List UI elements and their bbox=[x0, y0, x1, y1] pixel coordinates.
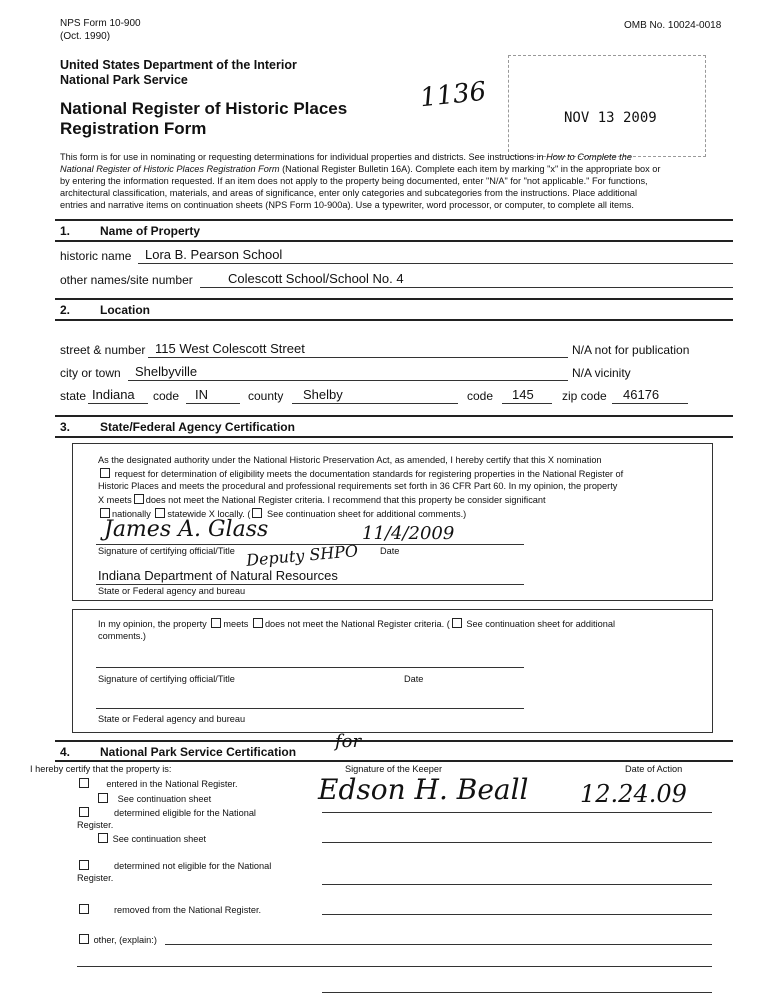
street-label: street & number bbox=[60, 343, 146, 357]
service: National Park Service bbox=[60, 73, 188, 87]
county-label: county bbox=[248, 389, 284, 403]
opinion-not-meet-checkbox[interactable] bbox=[253, 618, 263, 628]
not-meet-checkbox[interactable] bbox=[134, 494, 144, 504]
see-continuation-checkbox-1[interactable] bbox=[98, 793, 108, 803]
option-entered: entered in the National Register. bbox=[77, 778, 238, 789]
historic-name-label: historic name bbox=[60, 249, 132, 263]
certify-text: I hereby certify that the property is: bbox=[30, 764, 172, 774]
option-removed: removed from the National Register. bbox=[77, 904, 261, 915]
historic-name-value[interactable]: Lora B. Pearson School bbox=[145, 247, 283, 262]
zip-label: zip code bbox=[562, 389, 607, 403]
cert-text-3: Historic Places and meets the procedural and professional requirements set forth in 36 CFR Part 60. In my opinion, the property bbox=[98, 481, 618, 491]
other-names-label: other names/site number bbox=[60, 273, 193, 287]
not-eligible-checkbox[interactable] bbox=[79, 860, 89, 870]
option-eligible-register: Register. bbox=[77, 820, 114, 830]
option-not-eligible: determined not eligible for the National bbox=[77, 860, 271, 871]
continuation-checkbox-2[interactable] bbox=[452, 618, 462, 628]
signature-label: Signature of certifying official/Title bbox=[98, 546, 235, 556]
section-2-title: Location bbox=[100, 303, 150, 317]
other-names-value[interactable]: Colescott School/School No. 4 bbox=[228, 271, 404, 286]
option-not-eligible-register: Register. bbox=[77, 873, 114, 883]
request-checkbox[interactable] bbox=[100, 468, 110, 478]
certifying-signature: James A. Glass bbox=[104, 517, 269, 542]
intro-line-1: This form is for use in nominating or requesting determinations for individual properties and districts. See instructions in How to Complete the bbox=[60, 152, 632, 162]
opinion-meets-checkbox[interactable] bbox=[211, 618, 221, 628]
date-label-2: Date bbox=[404, 674, 424, 684]
handwritten-number: 1136 bbox=[418, 76, 488, 114]
date-label: Date bbox=[380, 546, 400, 556]
keeper-signature: Edson H. Beall bbox=[318, 773, 529, 806]
signature-label-2: Signature of certifying official/Title bbox=[98, 674, 235, 684]
see-continuation-checkbox-2[interactable] bbox=[98, 833, 108, 843]
agency-label-2: State or Federal agency and bureau bbox=[98, 714, 246, 724]
department: United States Department of the Interior bbox=[60, 58, 297, 72]
removed-checkbox[interactable] bbox=[79, 904, 89, 914]
section-4-title: National Park Service Certification bbox=[100, 745, 297, 759]
section-4-number: 4. bbox=[60, 745, 71, 759]
other-checkbox[interactable] bbox=[79, 934, 89, 944]
eligible-checkbox[interactable] bbox=[79, 807, 89, 817]
cert-text-4: X meets does not meet the National Register criteria. I recommend that this property be consider significant bbox=[98, 495, 546, 505]
omb-number: OMB No. 10024-0018 bbox=[624, 20, 722, 31]
action-date-hand: 12.24.09 bbox=[580, 780, 687, 808]
state-code-label: code bbox=[153, 389, 180, 403]
city-label: city or town bbox=[60, 366, 121, 380]
state-label: state bbox=[60, 389, 87, 403]
street-value[interactable]: 115 West Colescott Street bbox=[155, 341, 305, 356]
section-2-number: 2. bbox=[60, 303, 71, 317]
cert-text-5: nationally statewide X locally. ( See continuation sheet for additional comments.) bbox=[98, 508, 466, 519]
zip-value[interactable]: 46176 bbox=[623, 387, 660, 402]
na-vicinity: N/A vicinity bbox=[572, 366, 631, 380]
na-not-for-publication: N/A not for publication bbox=[572, 343, 690, 357]
option-see-cont-1: See continuation sheet bbox=[96, 793, 211, 804]
county-value[interactable]: Shelby bbox=[303, 387, 343, 402]
action-date-label: Date of Action bbox=[625, 764, 683, 774]
county-code-value[interactable]: 145 bbox=[512, 387, 534, 402]
form-date: (Oct. 1990) bbox=[60, 31, 111, 42]
agency-label: State or Federal agency and bureau bbox=[98, 586, 246, 596]
opinion-text-1: In my opinion, the property meets does not meet the National Register criteria. ( See continuation sheet for additional bbox=[98, 619, 615, 629]
for-hand: for bbox=[335, 731, 362, 752]
form-number: NPS Form 10-900 bbox=[60, 18, 141, 29]
intro-line-5: entries and narrative items on continuation sheets (NPS Form 10-900a). Use a typewriter, word processor, or computer, to complete all items. bbox=[60, 200, 634, 210]
state-value[interactable]: Indiana bbox=[92, 387, 135, 402]
section-1-number: 1. bbox=[60, 224, 71, 238]
opinion-text-2: comments.) bbox=[98, 631, 146, 641]
section-1-title: Name of Property bbox=[100, 224, 201, 238]
city-value[interactable]: Shelbyville bbox=[135, 364, 198, 379]
keeper-label: Signature of the Keeper bbox=[345, 764, 443, 774]
county-code-label: code bbox=[467, 389, 494, 403]
option-see-cont-2: See continuation sheet bbox=[96, 833, 206, 844]
intro-line-3: by entering the information requested. If an item does not apply to the property being documented, enter "N/A" for "not applicable." For functions, bbox=[60, 176, 648, 186]
certifying-date-hand: 11/4/2009 bbox=[362, 523, 455, 544]
option-other: other, (explain:) bbox=[77, 934, 157, 945]
stamp-date: NOV 13 2009 bbox=[564, 110, 657, 126]
agency-value[interactable]: Indiana Department of Natural Resources bbox=[98, 568, 338, 583]
form-title: National Register of Historic Places bbox=[60, 99, 348, 118]
section-3-number: 3. bbox=[60, 420, 71, 434]
option-eligible: determined eligible for the National bbox=[77, 807, 256, 818]
received-stamp bbox=[508, 55, 706, 157]
intro-line-4: architectural classification, materials, and areas of significance, enter only categories and subcategories from the instructions. Place additional bbox=[60, 188, 638, 198]
intro-line-2: National Register of Historic Places Registration Form (National Register Bulletin 16A). Complete each item by marking "x" in the appropriate box or bbox=[60, 164, 661, 174]
form-subtitle: Registration Form bbox=[60, 119, 207, 138]
entered-checkbox[interactable] bbox=[79, 778, 89, 788]
cert-text-1: As the designated authority under the National Historic Preservation Act, as amended, I hereby certify that this X nomination bbox=[98, 455, 602, 465]
state-code-value[interactable]: IN bbox=[195, 387, 208, 402]
official-title-hand: Deputy SHPO bbox=[245, 541, 359, 570]
section-3-title: State/Federal Agency Certification bbox=[100, 420, 295, 434]
cert-text-2: request for determination of eligibility meets the documentation standards for registering properties in the National Register of bbox=[98, 468, 623, 479]
